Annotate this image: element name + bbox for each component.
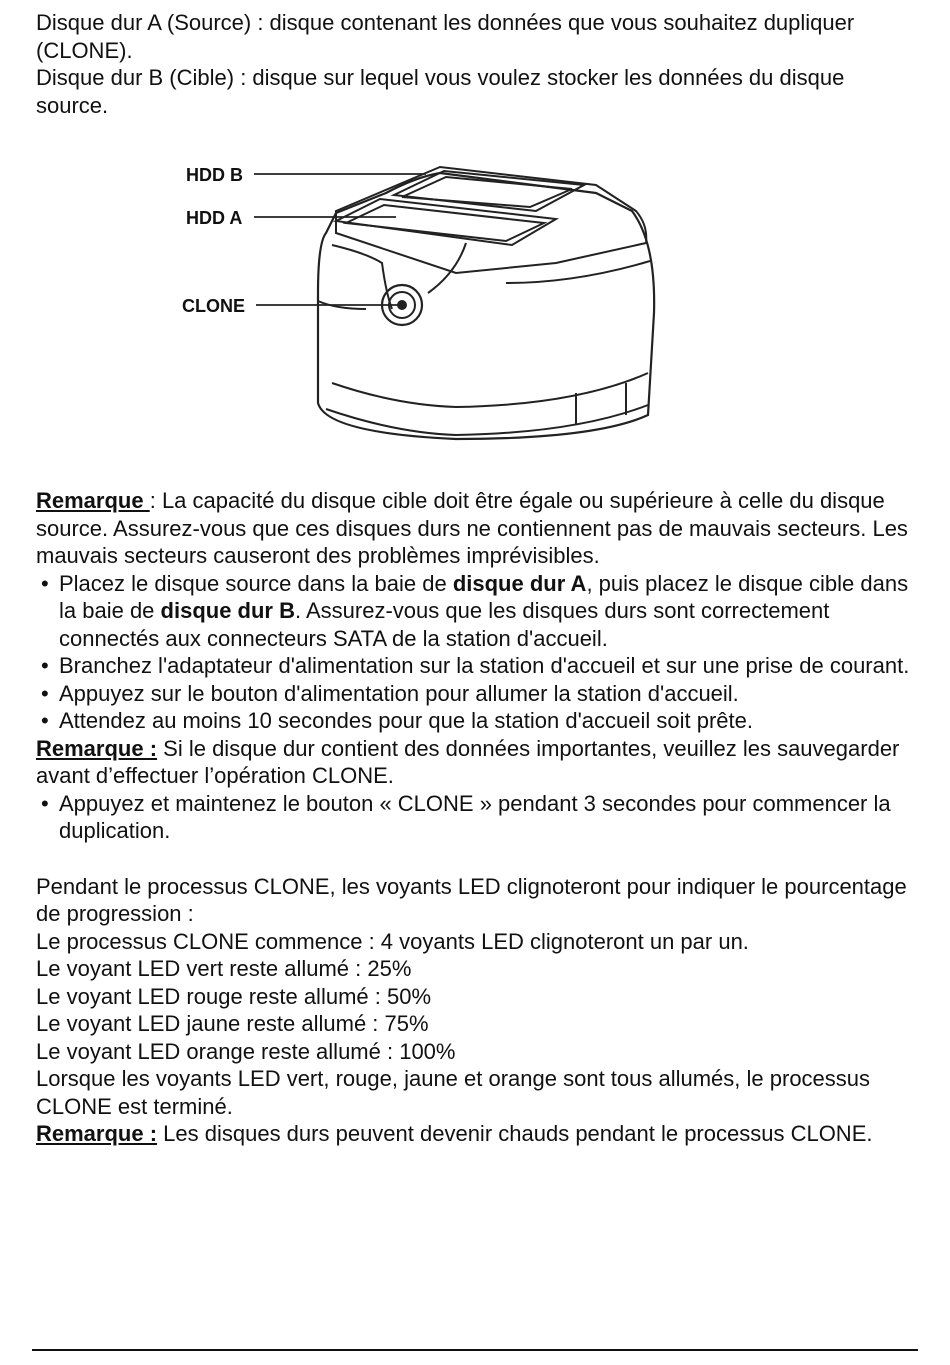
bullet-icon: • [41, 790, 49, 816]
setup-steps [36, 570, 916, 735]
note-text: Si le disque dur contient des données importantes, veuillez les sauvegarder avant d’effectuer l’opération CLONE. [36, 735, 900, 788]
bullet-icon: • [41, 653, 49, 678]
progress-start: Le processus CLONE commence : 4 voyants LED clignoteront un par un. [36, 928, 749, 954]
progress-orange: Le voyant LED orange reste allumé : 100% [36, 1038, 456, 1064]
intro-target-disk: Disque dur B (Cible) : disque sur lequel vous voulez stocker les données du disque source. [36, 65, 845, 118]
label-hdd-a: HDD A [186, 208, 243, 228]
progress-green: Le voyant LED vert reste allumé : 25% [36, 956, 412, 981]
docking-station-figure [36, 133, 916, 473]
list-item [36, 680, 916, 708]
step-text: Appuyez et maintenez le bouton « CLONE » pendant 3 secondes pour commencer la duplication. [59, 790, 891, 843]
docking-station-drawing [36, 133, 916, 473]
note-text: Les disques durs peuvent devenir chauds pendant le processus CLONE. [157, 1121, 873, 1146]
progress-red: Le voyant LED rouge reste allumé : 50% [36, 983, 432, 1009]
bullet-icon: • [41, 680, 49, 706]
progress-intro: Pendant le processus CLONE, les voyants LED clignoteront pour indiquer le pourcentage de progression : [36, 873, 907, 926]
list-item [36, 707, 916, 735]
note-text: : La capacité du disque cible doit être égale ou supérieure à celle du disque source. Assurez-vous que ces disques durs ne contiennent pas de mauvais secteurs. Les mauvais secteurs causeront des problèmes imprévisibles. [36, 488, 908, 568]
note-label: Remarque : [36, 1121, 158, 1146]
note-label: Remarque : [36, 735, 158, 761]
list-item [36, 790, 916, 845]
list-item [36, 570, 916, 653]
footer-divider [32, 1349, 918, 1351]
note-label: Remarque [36, 488, 150, 513]
progress-yellow: Le voyant LED jaune reste allumé : 75% [36, 1011, 429, 1036]
label-hdd-b: HDD B [186, 165, 243, 185]
step-text: Placez le disque source dans la baie de disque dur A, puis placez le disque cible dans la baie de disque dur B. Assurez-vous que les disques durs sont correctement connectés aux connecteurs SATA de la station d'accueil. [59, 570, 909, 651]
note-backup [36, 735, 916, 790]
note-heat [36, 1120, 916, 1148]
progress-done: Lorsque les voyants LED vert, rouge, jaune et orange sont tous allumés, le processus CLONE est terminé. [36, 1066, 871, 1119]
intro-source-disk: Disque dur A (Source) : disque contenant les données que vous souhaitez dupliquer (CLONE). [36, 10, 855, 63]
step-text: Attendez au moins 10 secondes pour que la station d'accueil soit prête. [59, 708, 753, 733]
bullet-icon: • [41, 570, 49, 596]
step-text: Branchez l'adaptateur d'alimentation sur la station d'accueil et sur une prise de courant. [59, 653, 910, 678]
clone-steps [36, 790, 916, 845]
bullet-icon: • [41, 708, 49, 733]
list-item [36, 652, 916, 680]
step-text: Appuyez sur le bouton d'alimentation pour allumer la station d'accueil. [59, 680, 739, 706]
note-capacity [36, 487, 916, 570]
label-clone: CLONE [182, 296, 245, 316]
manual-page [36, 9, 916, 1148]
